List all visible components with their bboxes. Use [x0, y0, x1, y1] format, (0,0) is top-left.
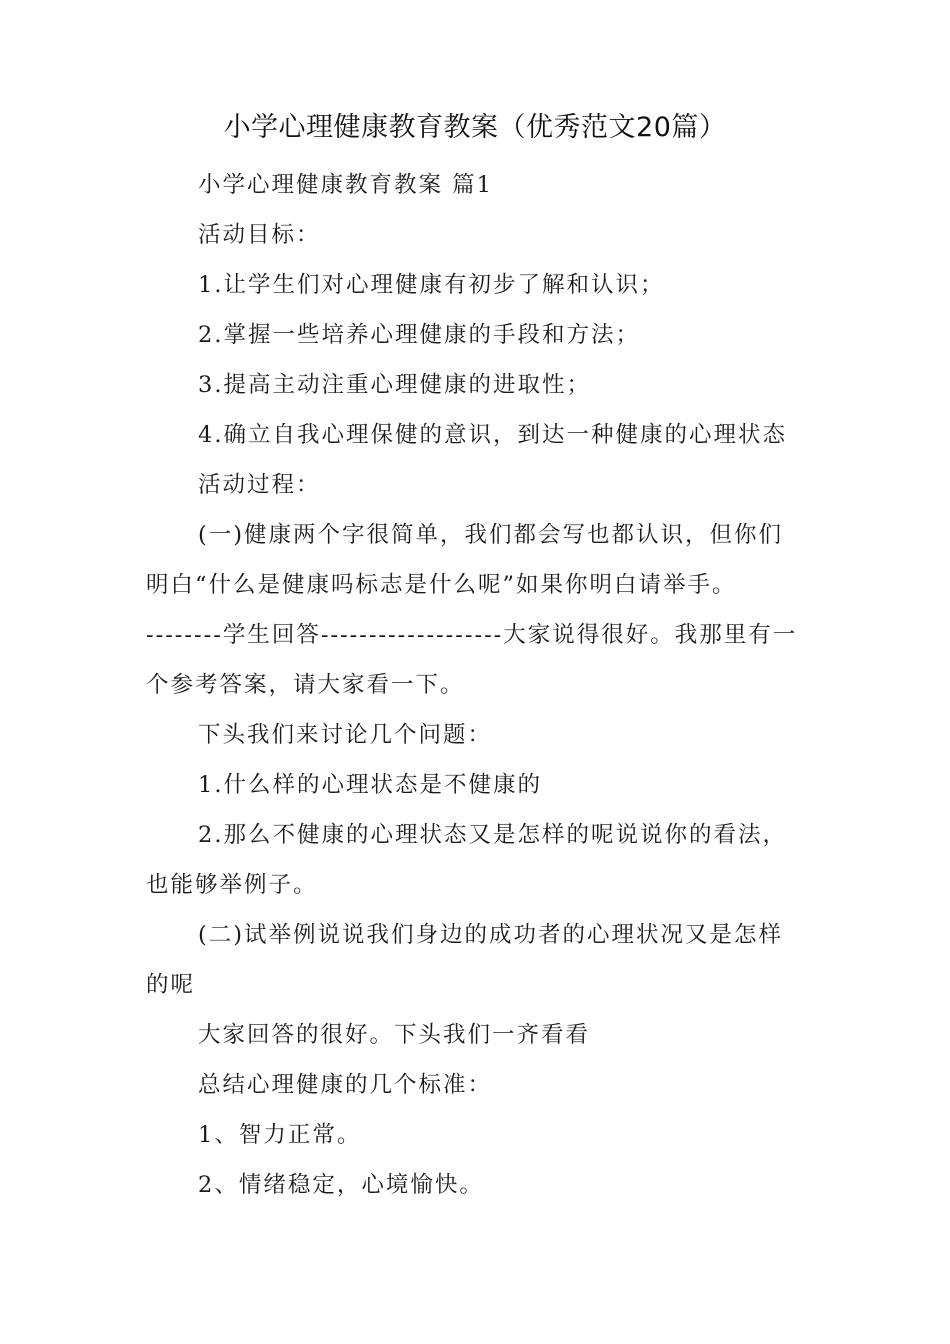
paragraph-question-2: 2.那么不健康的心理状态又是怎样的呢说说你的看法，也能够举例子。 — [146, 822, 787, 898]
paragraph-discussion-intro: 下头我们来讨论几个问题： — [198, 722, 493, 748]
paragraph-standard-1: 1、智力正常。 — [198, 1122, 362, 1148]
paragraph-student-answer: --------学生回答-------------------大家说得很好。我那里有一个参考答案，请大家看一下。 — [146, 622, 798, 698]
paragraph-goal-1: 1.让学生们对心理健康有初步了解和认识； — [198, 272, 665, 298]
paragraph-activity-goals: 活动目标： — [198, 222, 321, 248]
paragraph-part-two: (二)试举例说说我们身边的成功者的心理状况又是怎样的呢 — [146, 922, 784, 998]
paragraph-activity-process: 活动过程： — [198, 472, 321, 498]
paragraph-together: 大家回答的很好。下头我们一齐看看 — [198, 1022, 591, 1048]
paragraph-goal-3: 3.提高主动注重心理健康的进取性； — [198, 372, 591, 398]
document-title: 小学心理健康教育教案（优秀范文20篇） — [223, 112, 727, 143]
document-body — [146, 160, 806, 1210]
paragraph-standard-2: 2、情绪稳定，心境愉快。 — [198, 1172, 484, 1198]
paragraph-goal-2: 2.掌握一些培养心理健康的手段和方法； — [198, 322, 640, 348]
paragraph-part-one: (一)健康两个字很简单，我们都会写也都认识，但你们明白“什么是健康吗标志是什么呢”如果你明白请举手。 — [146, 522, 784, 598]
paragraph-question-1: 1.什么样的心理状态是不健康的 — [198, 772, 542, 798]
paragraph-standards-intro: 总结心理健康的几个标准： — [198, 1072, 493, 1098]
section-heading: 小学心理健康教育教案 篇1 — [198, 172, 493, 198]
paragraph-goal-4: 4.确立自我心理保健的意识，到达一种健康的心理状态 — [198, 422, 787, 448]
